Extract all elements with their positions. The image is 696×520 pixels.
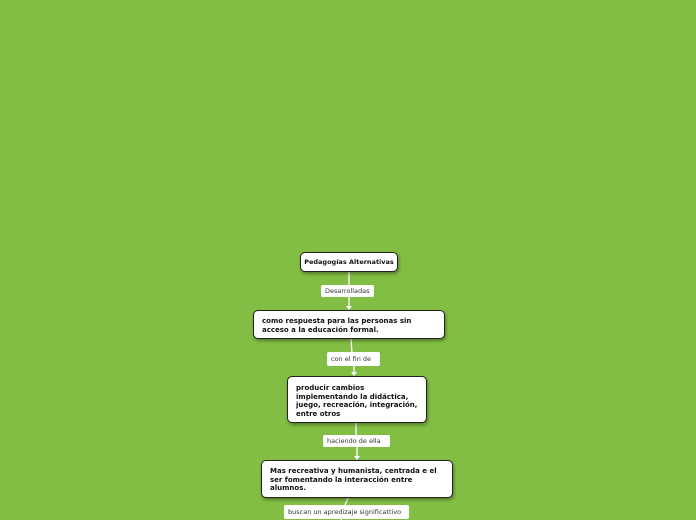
node-producir-cambios[interactable] (287, 376, 427, 423)
edge-label-desarrolladas: Desarrolladas (321, 285, 374, 297)
node-text: Mas recreativa y humanista, centrada e el ser fomentando la interacción entre alumnos. (270, 467, 437, 493)
node-text: como respuesta para las personas sin acceso a la educación formal. (262, 317, 412, 334)
node-respuesta-educacion[interactable] (253, 310, 445, 339)
edge-label-haciendo-de-ella: haciendo de ella (323, 435, 390, 447)
connector-n3-e4 (345, 498, 348, 505)
edge-label-con-el-fin-de: con el fin de (327, 352, 380, 366)
connector-n1-e2 (351, 339, 352, 353)
node-text: Pedagogías Alternativas (304, 258, 394, 266)
edge-label-aprendizaje-significativo: buscan un apredizaje significattivo (284, 505, 409, 519)
node-mas-recreativa[interactable] (261, 460, 453, 498)
node-pedagogias-alternativas[interactable] (300, 252, 398, 272)
node-text: producir cambios implementando la didáctica, juego, recreación, integración, entre otros (296, 384, 418, 418)
